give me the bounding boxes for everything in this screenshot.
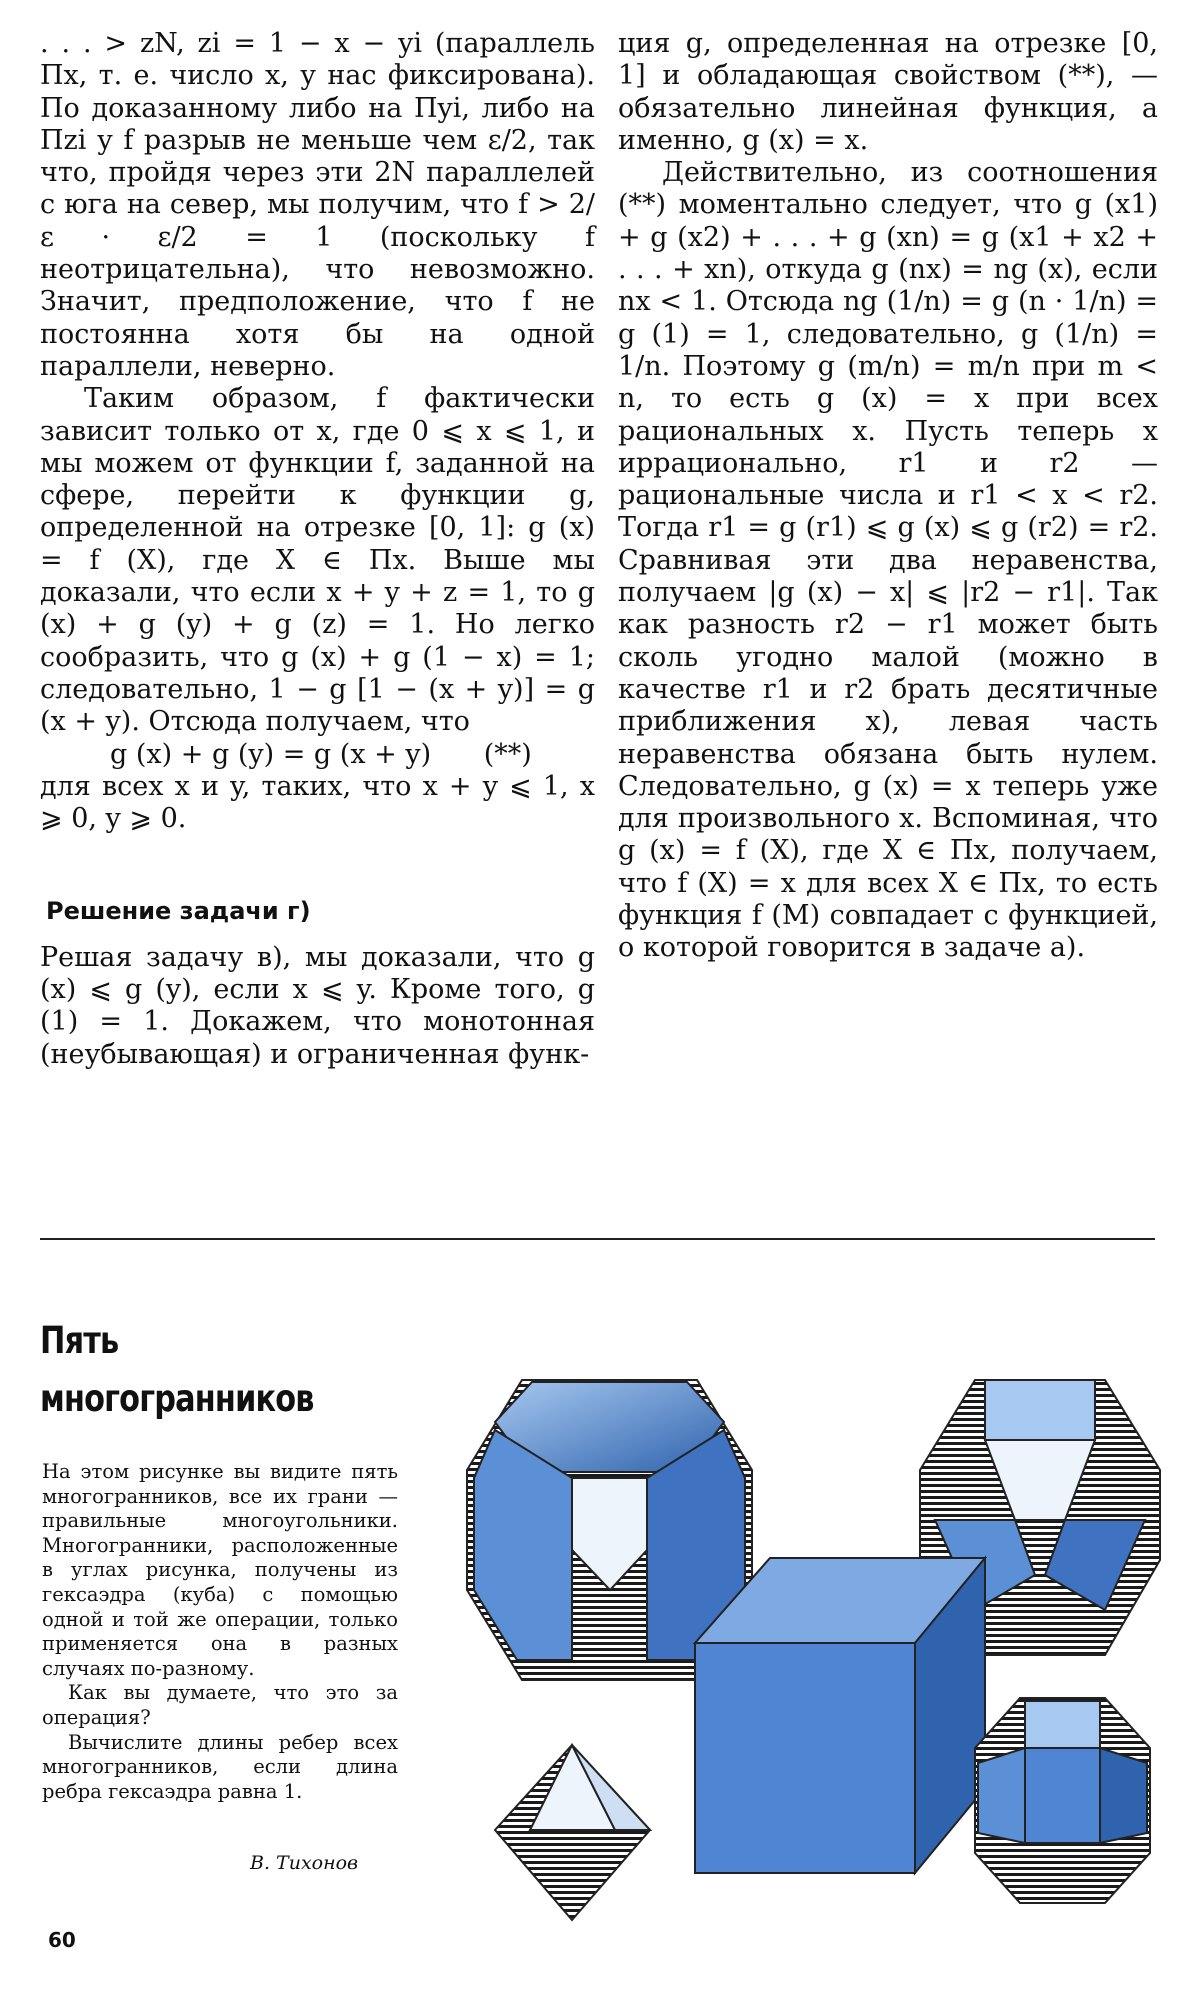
section-divider <box>40 1238 1155 1240</box>
left-paragraph-3: для всех x и y, таких, что x + y ⩽ 1, x ⩾ 0, y ⩾ 0. <box>40 770 595 835</box>
cube-illustration <box>690 1548 990 1878</box>
article-body <box>42 1460 398 1804</box>
equation-line <box>40 739 595 771</box>
equation-mark: (**) <box>483 738 532 770</box>
article-paragraph-3: Вычислите длины ребер всех многогранников, если длина ребра гексаэдра равна 1. <box>42 1730 398 1803</box>
rhombicuboctahedron-illustration <box>970 1693 1155 1908</box>
right-column <box>618 28 1158 965</box>
left-paragraph-4: Решая задачу в), мы доказали, что g (x) ⩽ g (y), если x ⩽ y. Кроме того, g (1) = 1. Докажем, что монотонная (неубывающая) и ограниченная функ- <box>40 941 595 1070</box>
equation-text: g (x) + g (y) = g (x + y) <box>110 738 432 770</box>
octahedron-illustration <box>490 1735 655 1925</box>
left-paragraph-1: . . . > zN, zi = 1 − x − yi (параллель Пx, т. е. число x, у нас фиксирована). По доказанному либо на Пyi, либо на Пzi у f разрыв не меньше чем ε/2, так что, пройдя через эти 2N параллелей с юга на север, мы получим, что f > 2/ε · ε/2 = 1 (поскольку f неотрицательна), что невозможно. Значит, предположение, что f не постоянна хотя бы на одной параллели, неверно. <box>40 28 595 382</box>
left-paragraph-2: Таким образом, f фактически зависит только от x, где 0 ⩽ x ⩽ 1, и мы можем от функции f, заданной на сфере, перейти к функции g, определенной на отрезке [0, 1]: g (x) = f (X), где X ∈ Пx. Выше мы доказали, что если x + y + z = 1, то g (x) + g (y) + g (z) = 1. Но легко сообразить, что g (x) + g (1 − x) = 1; следовательно, 1 − g [1 − (x + y)] = g (x + y). Отсюда получаем, что <box>40 383 595 738</box>
page-number: 60 <box>48 1928 76 1952</box>
article-paragraph-1: На этом рисунке вы видите пять многогранников, все их грани — правильные многоугольники. Многогранники, расположенные в углах рисунка, получены из гексаэдра (куба) с помощью одной и той же операции, только применяется она в разных случаях по-разному. <box>42 1460 398 1680</box>
right-paragraph-1: ция g, определенная на отрезке [0, 1] и обладающая свойством (**), — обязательно линейная функция, а именно, g (x) = x. <box>618 28 1158 156</box>
solution-heading: Решение задачи г) <box>46 897 311 926</box>
article-title: Пять многогранников <box>40 1319 314 1420</box>
right-paragraph-2: Действительно, из соотношения (**) моментально следует, что g (x1) + g (x2) + . . . + g (xn) = g (x1 + x2 + . . . + xn), откуда g (nx) = ng (x), если nx < 1. Отсюда ng (1/n) = g (n · 1/n) = g (1) = 1, следовательно, g (1/n) = 1/n. Поэтому g (m/n) = m/n при m < n, то есть g (x) = x при всех рациональных x. Пусть теперь x иррационально, r1 и r2 — рациональные числа и r1 < x < r2. Тогда r1 = g (r1) ⩽ g (x) ⩽ g (r2) = r2. Сравнивая эти два неравенства, получаем |g (x) − x| ⩽ |r2 − r1|. Так как разность r2 − r1 может быть сколь угодно малой (можно в качестве r1 и r2 брать десятичные приближения x), левая часть неравенства обязана быть нулем. Следовательно, g (x) = x теперь уже для произвольного x. Вспоминая, что g (x) = f (X), где X ∈ Пx, получаем, что f (X) = x для всех X ∈ Пx, то есть функция f (M) совпадает с функцией, о которой говорится в задаче а). <box>618 157 1158 964</box>
author-name: В. Тихонов <box>250 1852 359 1874</box>
left-column <box>40 28 595 1071</box>
article-paragraph-2: Как вы думаете, что это за операция? <box>42 1681 398 1729</box>
